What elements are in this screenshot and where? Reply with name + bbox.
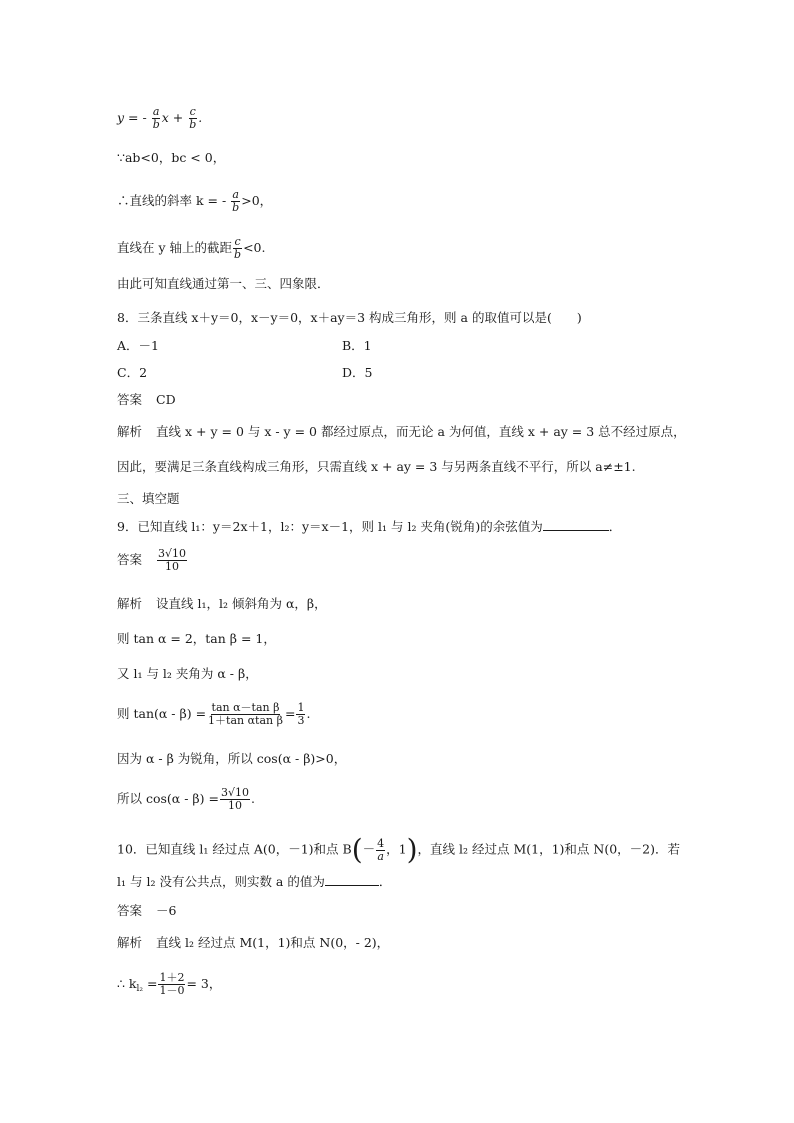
subscript: l₂: [136, 984, 144, 994]
stem-end: ．: [608, 519, 622, 534]
analysis-step: 则 tan α = 2，tan β = 1，: [117, 631, 276, 646]
analysis-step: 因为 α - β 为锐角，所以 cos(α - β)>0，: [117, 751, 347, 766]
answer-row: [117, 902, 176, 920]
denominator: 10: [227, 799, 242, 812]
left-paren: (: [351, 833, 363, 866]
numerator: 1: [297, 701, 305, 714]
question-9-stem: [117, 518, 621, 536]
analysis-label: 解析: [117, 935, 143, 950]
numerator: a: [152, 105, 160, 118]
numerator: c: [234, 235, 241, 248]
denominator: 10: [165, 560, 180, 573]
answer-label: 答案: [117, 392, 143, 407]
section-heading: 三、填空题: [117, 491, 180, 506]
fraction: [220, 787, 250, 812]
analysis-step: [117, 972, 221, 998]
fraction: [296, 702, 305, 727]
question-10-stem-2: [117, 873, 391, 891]
denominator: 3: [297, 714, 305, 727]
option-d: D．5: [342, 365, 373, 380]
text: .: [306, 706, 311, 721]
numerator: a: [232, 188, 239, 201]
right-paren: ): [406, 833, 418, 866]
question-10-stem: [117, 833, 680, 866]
question-8-stem: 8．三条直线 x＋y＝0，x－y＝0，x＋ay＝3 构成三角形，则 a 的取值可以是( ): [117, 310, 582, 325]
denominator: a: [377, 849, 384, 863]
answer-value: CD: [156, 392, 176, 407]
intercept-line: [117, 236, 265, 261]
text: ，1: [386, 841, 407, 857]
text: =: [143, 976, 158, 991]
analysis-text: 设直线 l₁，l₂ 倾斜角为 α，β，: [156, 596, 327, 611]
text: 所以 cos(α - β) =: [117, 791, 219, 806]
text: ∴直线的斜率 k = -: [117, 193, 231, 208]
text: 则 tan(α - β) =: [117, 706, 207, 721]
analysis-label: 解析: [117, 596, 143, 611]
option-b: B．1: [342, 338, 372, 353]
numerator: 1＋2: [159, 971, 185, 984]
slope-line: [117, 189, 272, 214]
fraction: [158, 972, 185, 997]
answer-row: [117, 391, 176, 409]
analysis-label: 解析: [117, 424, 143, 439]
fraction: [231, 189, 240, 214]
text: <0.: [243, 240, 266, 255]
answer-label: 答案: [117, 552, 143, 567]
numerator: 4: [377, 836, 385, 850]
text: －: [362, 841, 376, 857]
conclusion-line: 由此可知直线通过第一、三、四象限．: [117, 276, 330, 291]
equation-line: [117, 106, 202, 131]
analysis-text: 直线 l₂ 经过点 M(1，1)和点 N(0，- 2)，: [156, 935, 390, 950]
fraction: [152, 106, 161, 131]
fraction: [188, 106, 197, 131]
analysis-step: 又 l₁ 与 l₂ 夹角为 α - β，: [117, 666, 258, 681]
text: 直线在 y 轴上的截距: [117, 240, 233, 255]
numerator: 3√10: [220, 786, 249, 799]
analysis-row: [117, 595, 327, 613]
analysis-step: [117, 787, 255, 812]
text: .: [250, 791, 255, 806]
option-c: C．2: [117, 365, 148, 380]
fraction: [207, 702, 284, 727]
denominator: 1＋tan αtan β: [208, 714, 283, 727]
analysis-row: [117, 423, 686, 441]
text: ∴ k: [117, 976, 137, 991]
stem-end: ．: [378, 874, 392, 889]
numerator: c: [189, 105, 196, 118]
denominator: b: [232, 201, 240, 214]
eq-text: y = -: [117, 110, 151, 125]
condition-line: ∵ab<0，bc < 0，: [117, 150, 226, 165]
text: = 3，: [186, 976, 222, 991]
answer-value: －6: [156, 903, 177, 918]
denominator: b: [234, 248, 242, 261]
numerator: tan α－tan β: [211, 701, 280, 714]
denominator: 1－0: [159, 984, 185, 997]
answer-label: 答案: [117, 903, 143, 918]
answer-row: [117, 548, 188, 573]
eq-text: x +: [161, 110, 188, 125]
text: >0，: [241, 193, 273, 208]
answer-fraction: [157, 548, 187, 573]
stem-text: 9．已知直线 l₁：y＝2x＋1，l₂：y＝x－1，则 l₁ 与 l₂ 夹角(锐角)的余弦值为: [117, 519, 543, 534]
answer-blank: [325, 873, 379, 886]
denominator: b: [189, 118, 197, 131]
option-a: A．－1: [117, 338, 159, 353]
analysis-step: [117, 702, 310, 727]
stem-text: l₁ 与 l₂ 没有公共点，则实数 a 的值为: [117, 874, 325, 889]
text: =: [284, 706, 296, 721]
fraction: [376, 838, 385, 863]
stem-text: ，直线 l₂ 经过点 M(1，1)和点 N(0，－2)．若: [417, 841, 680, 857]
analysis-text-2: 因此，要满足三条直线构成三角形，只需直线 x + ay = 3 与另两条直线不平行，所以 a≠±1.: [117, 459, 636, 474]
eq-text: .: [198, 110, 203, 125]
analysis-text: 直线 x + y = 0 与 x - y = 0 都经过原点，而无论 a 为何值，直线 x + ay = 3 总不经过原点，: [156, 424, 686, 439]
fraction: [233, 236, 242, 261]
numerator: 3√10: [158, 547, 187, 560]
analysis-row: [117, 934, 389, 952]
denominator: b: [152, 118, 160, 131]
stem-text: 10．已知直线 l₁ 经过点 A(0，－1)和点 B: [117, 841, 352, 857]
answer-blank: [543, 518, 609, 531]
